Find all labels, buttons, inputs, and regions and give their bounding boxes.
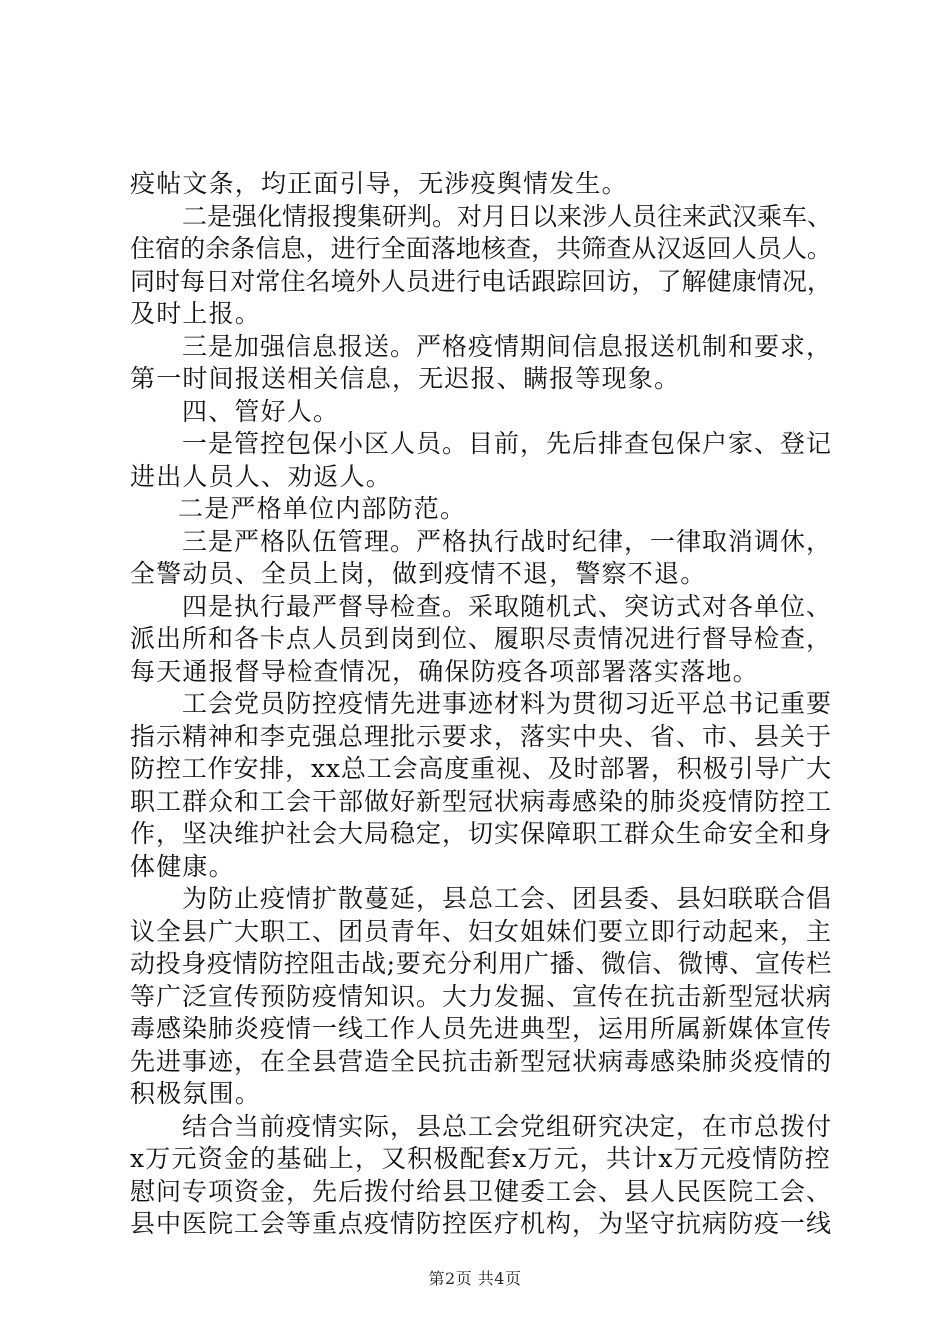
text-line: 三是严格队伍管理。严格执行战时纪律，一律取消调休， <box>182 526 832 556</box>
text-line: 四是执行最严督导检查。采取随机式、突访式对各单位、 <box>182 591 832 621</box>
text-line: 二是严格单位内部防范。 <box>178 494 467 523</box>
text-line: 四、管好人。 <box>182 396 340 426</box>
text-line: 议全县广大职工、团员青年、妇女姐妹们要立即行动起来，主 <box>130 916 832 946</box>
text-line: x万元资金的基础上，又积极配套x万元，共计x万元疫情防控 <box>130 1144 831 1173</box>
page-number-label: 第2页 共4页 <box>428 1269 522 1288</box>
text-line: 住宿的余条信息，进行全面落地核查，共筛查从汉返回人员人。 <box>130 234 832 263</box>
text-line: 指示精神和李克强总理批示要求，落实中央、省、市、县关于 <box>130 721 832 751</box>
text-line: 三是加强信息报送。严格疫情期间信息报送机制和要求， <box>182 331 832 361</box>
text-line: 作，坚决维护社会大局稳定，切实保障职工群众生命安全和身 <box>130 819 832 848</box>
text-line: 二是强化情报搜集研判。对月日以来涉人员往来武汉乘车、 <box>182 201 832 231</box>
page-footer <box>0 1266 950 1289</box>
text-line: 结合当前疫情实际，县总工会党组研究决定，在市总拨付 <box>182 1111 832 1141</box>
text-line: 每天通报督导检查情况，确保防疫各项部署落实落地。 <box>130 656 759 686</box>
text-line: 防控工作安排，xx总工会高度重视、及时部署，积极引导广大 <box>130 754 832 783</box>
text-line: 体健康。 <box>130 851 235 881</box>
text-line: 等广泛宣传预防疫情知识。大力发掘、宣传在抗击新型冠状病 <box>130 981 832 1011</box>
text-line: 疫帖文条，均正面引导，无涉疫舆情发生。 <box>130 169 628 198</box>
text-line: 动投身疫情防控阻击战;要充分利用广播、微信、微博、宣传栏 <box>130 949 832 978</box>
text-line: 同时每日对常住名境外人员进行电话跟踪回访，了解健康情况， <box>130 266 832 296</box>
text-line: 先进事迹，在全县营造全民抗击新型冠状病毒感染肺炎疫情的 <box>130 1046 832 1076</box>
text-line: 县中医院工会等重点疫情防控医疗机构，为坚守抗病防疫一线 <box>130 1209 832 1238</box>
text-line: 一是管控包保小区人员。目前，先后排查包保户家、登记 <box>182 429 832 458</box>
text-line: 为防止疫情扩散蔓延，县总工会、团县委、县妇联联合倡 <box>182 884 832 913</box>
text-line: 及时上报。 <box>130 299 262 328</box>
text-line: 第一时间报送相关信息，无迟报、瞒报等现象。 <box>130 364 681 393</box>
text-line: 工会党员防控疫情先进事迹材料为贯彻习近平总书记重要 <box>182 689 832 718</box>
text-line: 全警动员、全员上岗，做到疫情不退，警察不退。 <box>130 559 707 588</box>
text-line: 积极氛围。 <box>130 1079 262 1108</box>
text-line: 职工群众和工会干部做好新型冠状病毒感染的肺炎疫情防控工 <box>130 786 832 816</box>
text-line: 慰问专项资金，先后拨付给县卫健委工会、县人民医院工会、 <box>130 1176 832 1206</box>
document-body <box>130 168 832 1241</box>
text-line: 进出人员人、劝返人。 <box>130 461 393 491</box>
text-line: 毒感染肺炎疫情一线工作人员先进典型，运用所属新媒体宣传 <box>130 1014 832 1043</box>
text-line: 派出所和各卡点人员到岗到位、履职尽责情况进行督导检查， <box>130 624 832 653</box>
